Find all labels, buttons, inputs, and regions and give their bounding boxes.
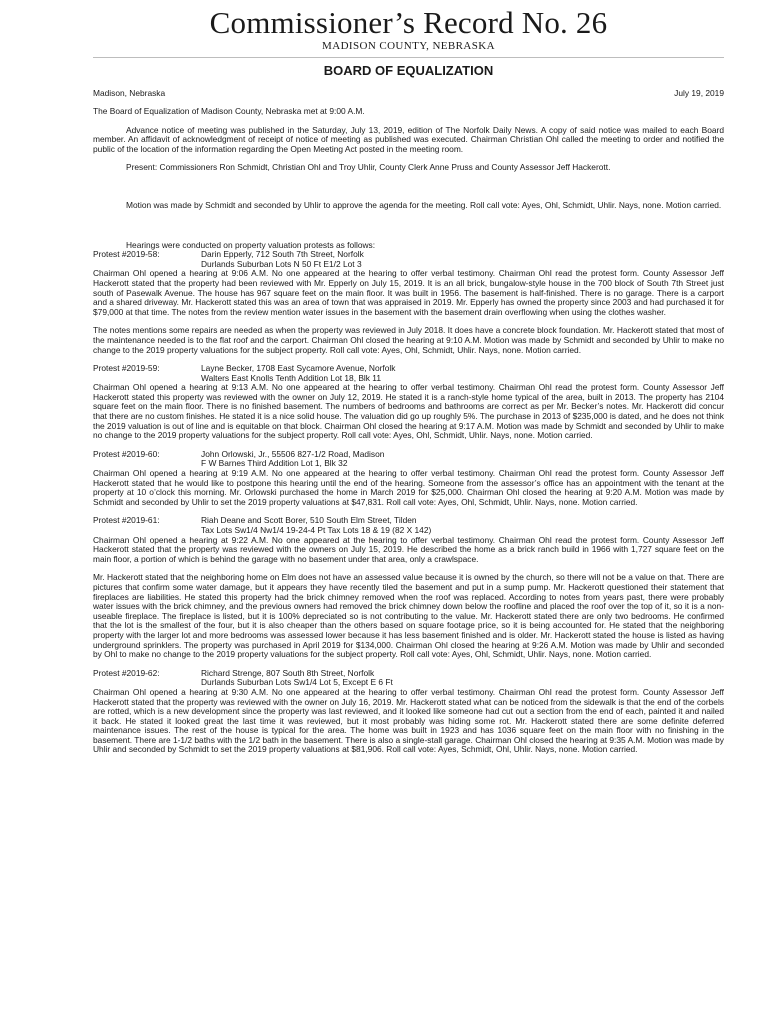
protest-legal-description: F W Barnes Third Addition Lot 1, Blk 32 — [201, 458, 348, 469]
protest-owner: Richard Strenge, 807 South 8th Street, Norfolk — [201, 667, 375, 678]
protest-paragraph: Chairman Ohl opened a hearing at 9:13 A.M. No one appeared at the hearing to offer verbal testimony. Chairman Ohl read the protest form. County Assessor Jeff Hackerott stated this property was reviewed with the owner on July 12, 2019. He stated it is a ranch-style home typical of the area, built in 2013. The property has 2104 square feet on the main floor. There is no finished basement. The numbers of bedrooms and bathrooms are correct as per Mr. Becker’s notes. Mr. Hackerott did concur that there are no custom finishes. He stated it is a nice solid house. The valuation did go up roughly 5%. The purchase in 2013 of $235,000 is dated, and he does not think the 2019 valuation is out of line and is equitable on that block. Chairman Ohl closed the hearing at 9:17 A.M. Motion was made by Schmidt and seconded by Uhlir to make no change to the 2019 property valuations for the subject property. Roll call vote: Ayes, Ohl, Schmidt, Uhlir. Nays, none. Motion carried. — [93, 382, 724, 441]
hearings-intro: Hearings were conducted on property valuation protests as follows: — [126, 239, 376, 250]
header-divider — [93, 57, 724, 58]
protest-number: Protest #2019-60: — [93, 448, 160, 459]
protest-paragraph: Chairman Ohl opened a hearing at 9:06 A.M. No one appeared at the hearing to offer verbal testimony. Chairman Ohl read the protest form. County Assessor Jeff Hackerott stated that the property had been reviewed with Mr. Epperly on July 15, 2019. It is an all brick, bungalow-style house in the 700 block of South 7th Street just south of Pasewalk Avenue. The house has 967 square feet on the main floor. It was built in 1956. The basement is half-finished. There is no garage. There is a carport and a shared driveway. Mr. Hackerott stated this was an area of town that was appraised in 2019. Mr. Epperly has owned the property since 2003 and had purchased it for $79,000 at that time. The notes from the review mention water issues in the basement with the basement drain overflowing when using the clothes washer. — [93, 268, 724, 317]
protest-owner: Riah Deane and Scott Borer, 510 South Elm Street, Tilden — [201, 515, 417, 526]
protest-owner: Layne Becker, 1708 East Sycamore Avenue, Norfolk — [201, 363, 396, 374]
protest-header — [93, 516, 724, 535]
protest-owner: John Orlowski, Jr., 55506 827-1/2 Road, Madison — [201, 448, 385, 459]
record-page — [93, 0, 724, 755]
protest-legal-description: Durlands Suburban Lots N 50 Ft E1/2 Lot 3 — [201, 258, 362, 269]
protest-owner: Darin Epperly, 712 South 7th Street, Norfolk — [201, 249, 364, 260]
protest-paragraph: The notes mentions some repairs are needed as when the property was reviewed in July 2018. It does have a concrete block foundation. Mr. Hackerott stated that most of the maintenance needed is to the flat roof and the carport. Chairman Ohl closed the hearing at 9:10 A.M. Motion was made by Schmidt and seconded by Uhlir to make no change to the 2019 property valuations for the subject property. Roll call vote: Ayes, Ohl, Schmidt, Uhlir. Nays, none. Motion carried. — [93, 325, 724, 355]
meeting-date: July 19, 2019 — [674, 88, 724, 98]
protest-header — [93, 364, 724, 383]
protest-header — [93, 450, 724, 469]
record-title: Commissioner’s Record No. 26 — [209, 5, 608, 40]
protest-number: Protest #2019-58: — [93, 249, 160, 260]
board-title: BOARD OF EQUALIZATION — [323, 63, 494, 78]
protest-paragraph: Chairman Ohl opened a hearing at 9:19 A.M. No one appeared at the hearing to offer verbal testimony. Chairman Ohl read the protest form. County Assessor Jeff Hackerott stated that he would like to postpone this hearing until the end of the hearing. Someone from the assessor’s office has an appointment with the tenant at the property at 10 o’clock this morning. Mr. Orlowski purchased the home in March 2019 for $25,000. Chairman Ohl closed the hearing at 9:20 A.M. Motion was made by Schmidt and seconded by Uhlir to set the 2019 property valuations at $47,831. Roll call vote: Ayes, Ohl, Schmidt, Uhlir. Nays, none. Motion carried. — [93, 468, 724, 507]
protest-paragraph: Chairman Ohl opened a hearing at 9:30 A.M. No one appeared at the hearing to offer verbal testimony. Chairman Ohl read the protest form. County Assessor Jeff Hackerott stated that the property was reviewed with the owner on July 16, 2019. Mr. Hackerott stated what can be noticed from the sidewalk is that the end of the corbels are rotted, which is a new development since the property was last reviewed, and it looked like someone had cut out a section from the end of each, painted it and nailed it back. He stated it looked great the last time it was reviewed, but it most probably was hiding some rot. Mr. Hackerott stated there are some definite deferred maintenance issues. The rest of the house is typical for the area. The home was built in 1923 and has 1036 square feet on the main floor with no finishing in the basement. There are 1-1/2 baths with the 1/2 bath in the basement. There is also a single-stall garage. Chairman Ohl closed the hearing at 9:35 A.M. Motion was made by Uhlir and seconded by Schmidt to set the 2019 property valuations at $81,906. Roll call vote: Ayes, Schmidt, Ohl, Uhlir. Nays, none. Motion carried. — [93, 686, 724, 755]
protest-legal-description: Durlands Suburban Lots Sw1/4 Lot 5, Except E 6 Ft — [201, 677, 393, 688]
protest-legal-description: Tax Lots Sw1/4 Nw1/4 19-24-4 Pt Tax Lots 18 & 19 (82 X 142) — [201, 525, 432, 535]
opening-paragraph: The Board of Equalization of Madison County, Nebraska met at 9:00 A.M. — [93, 106, 365, 116]
protest-number: Protest #2019-59: — [93, 363, 160, 374]
dateline — [93, 88, 724, 98]
county-name: MADISON COUNTY, NEBRASKA — [322, 40, 495, 52]
protest-header — [93, 250, 724, 269]
protest-paragraph: Chairman Ohl opened a hearing at 9:22 A.M. No one appeared at the hearing to offer verbal testimony. Chairman Ohl read the protest form. County Assessor Jeff Hackerott stated that the property was reviewed with the owners on July 15, 2019. He described the home as a brick ranch build in 1966 with 1,727 square feet on the main floor, a portion of which is behind the garage with no basement under that area, only a crawlspace. — [93, 534, 724, 564]
masthead — [93, 6, 724, 52]
protest-number: Protest #2019-62: — [93, 667, 160, 678]
protest-number: Protest #2019-61: — [93, 515, 160, 526]
protest-legal-description: Walters East Knolls Tenth Addition Lot 18, Blk 11 — [201, 372, 382, 383]
agenda-motion-paragraph: Motion was made by Schmidt and seconded by Uhlir to approve the agenda for the meeting. Roll call vote: Ayes, Ohl, Schmidt, Uhlir. Nays, none. Motion carried. — [126, 199, 722, 210]
meeting-place: Madison, Nebraska — [93, 88, 166, 98]
protest-header — [93, 669, 724, 688]
notice-paragraph: Advance notice of meeting was published in the Saturday, July 13, 2019, edition of The Norfolk Daily News. A copy of said notice was mailed to each Board member. An affidavit of acknowledgment of receipt of notice of meeting as published was executed. Chairman Christian Ohl called the meeting to order and notified the public of the location of the information regarding the Open Meeting Act posted in the meeting room. — [93, 124, 724, 154]
present-paragraph: Present: Commissioners Ron Schmidt, Christian Ohl and Troy Uhlir, County Clerk Anne Pruss and County Assessor Jeff Hackerott. — [126, 162, 611, 173]
protest-paragraph: Mr. Hackerott stated that the neighboring home on Elm does not have an assessed value because it is owned by the church, so there will not be a value on that. There are pictures that confirm some water damage, but it appears they have recently tiled the basement and put in a sump pump. Mr. Hackerott questioned their statement that fireplaces are liabilities. He stated this property had the brick chimney removed when the roof was replaced. According to notes from years past, there were probably water issues with the brick chimney, and the previous owners had removed the brick chimney down below the roofline and placed the roof over the top of it, so it is a non-useable fireplace. The fireplace is listed, but it is 100% depreciated so is not contributing to the value. Mr. Hackerott stated there are only two bedrooms. He confirmed that the lot is the smallest of the four, but it is also cheaper than the others based on square footage price, so it is being accounted for. He stated that the neighboring property with the larger lot and more bedrooms was assessed lower because it has less basement finished and is older. Mr. Hackerott stated the house is listed as having underground sprinklers. The property was purchased in April 2019 for $134,000. Chairman Ohl closed the hearing at 9:26 A.M. Motion was made by Uhlir and seconded by Ohl to make no change to the 2019 property valuations for the subject property. Roll call vote: Ayes, Ohl, Schmidt, Uhlir. Nays, none. Motion carried. — [93, 572, 724, 660]
